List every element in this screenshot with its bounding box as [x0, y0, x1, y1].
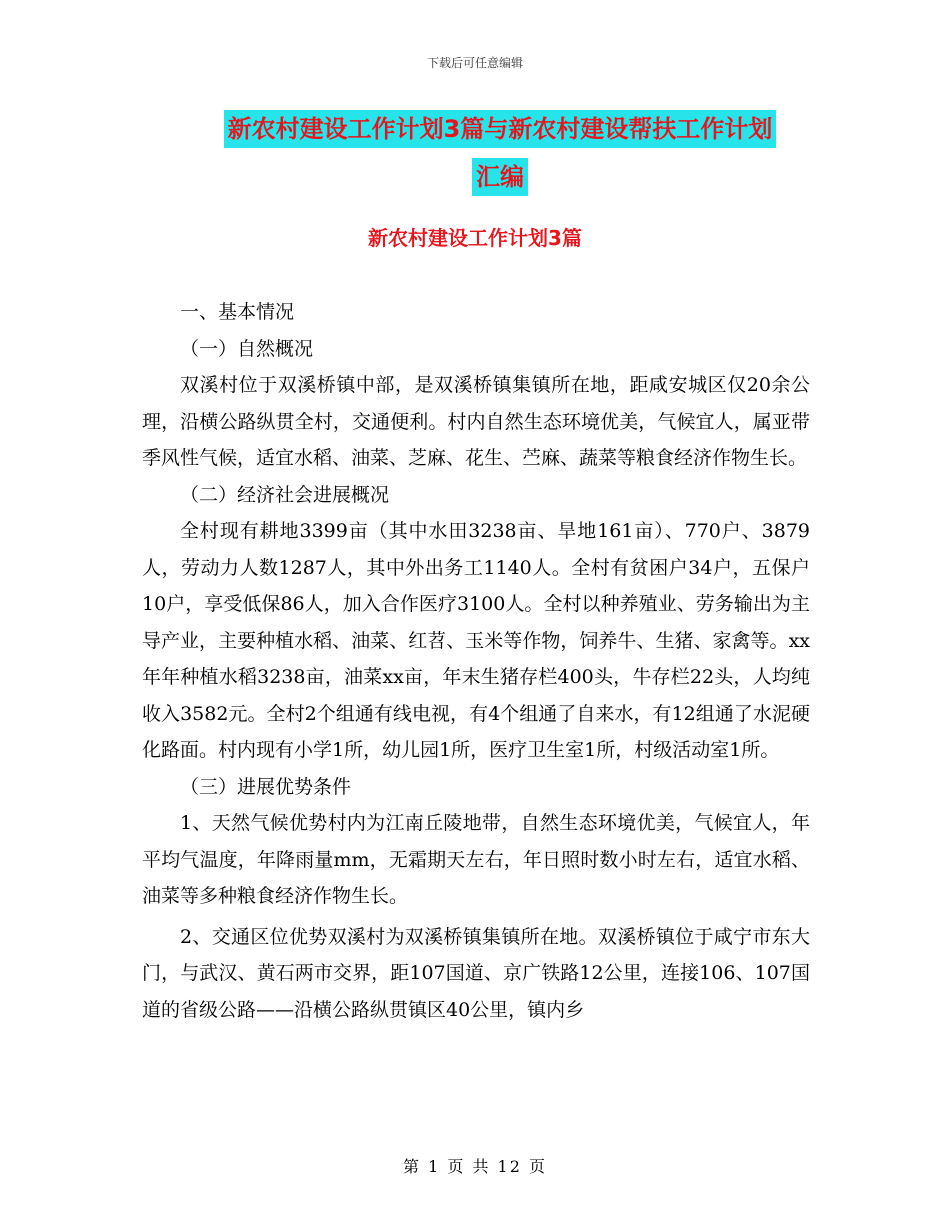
page-footer: 第 1 页 共 12 页: [403, 1157, 547, 1176]
paragraph-traffic-advantage: 2、交通区位优势双溪村为双溪桥镇集镇所在地。双溪桥镇位于咸宁市东大门，与武汉、黄石两市交界，距107国道、京广铁路12公里，连接106、107国道的省级公路——沿横公路纵贯镇区40公里，镇内乡: [142, 925, 810, 1021]
document-body: [142, 294, 810, 1028]
section-subtitle: 新农村建设工作计划3篇: [368, 226, 582, 250]
heading-economic-overview: （二）经济社会进展概况: [180, 483, 390, 506]
document-title: [150, 110, 850, 196]
heading-natural-overview: （一）自然概况: [180, 337, 314, 360]
paragraph-natural-overview: 双溪村位于双溪桥镇中部，是双溪桥镇集镇所在地，距咸安城区仅20余公理，沿横公路纵贯全村，交通便利。村内自然生态环境优美，气候宜人，属亚带季风性气候，适宜水稻、油菜、芝麻、花生、苎麻、蔬菜等粮食经济作物生长。: [142, 374, 810, 469]
heading-basic-situation: 一、基本情况: [180, 301, 295, 323]
title-line-1: 新农村建设工作计划3篇与新农村建设帮扶工作计划: [224, 110, 777, 148]
paragraph-climate-advantage: 1、天然气候优势村内为江南丘陵地带，自然生态环境优美，气候宜人，年平均气温度，年降雨量mm，无霜期天左右，年日照时数小时左右，适宜水稻、油菜等多种粮食经济作物生长。: [142, 812, 810, 907]
heading-advantages: （三）进展优势条件: [180, 775, 352, 798]
page-header-note: 下载后可任意编辑: [426, 56, 523, 70]
title-line-2: 汇编: [472, 158, 528, 196]
paragraph-economic-overview: 全村现有耕地3399亩（其中水田3238亩、旱地161亩）、770户、3879人，劳动力人数1287人，其中外出务工1140人。全村有贫困户34户，五保户10户，享受低保86人，加入合作医疗3100人。全村以种养殖业、劳务输出为主导产业，主要种植水稻、油菜、红苕、玉米等作物，饲养牛、生猪、家禽等。xx年年种植水稻3238亩，油菜xx亩，年末生猪存栏400头，牛存栏22头，人均纯收入3582元。全村2个组通有线电视，有4个组通了自来水，有12组通了水泥硬化路面。村内现有小学1所，幼儿园1所，医疗卫生室1所，村级活动室1所。: [142, 520, 810, 761]
